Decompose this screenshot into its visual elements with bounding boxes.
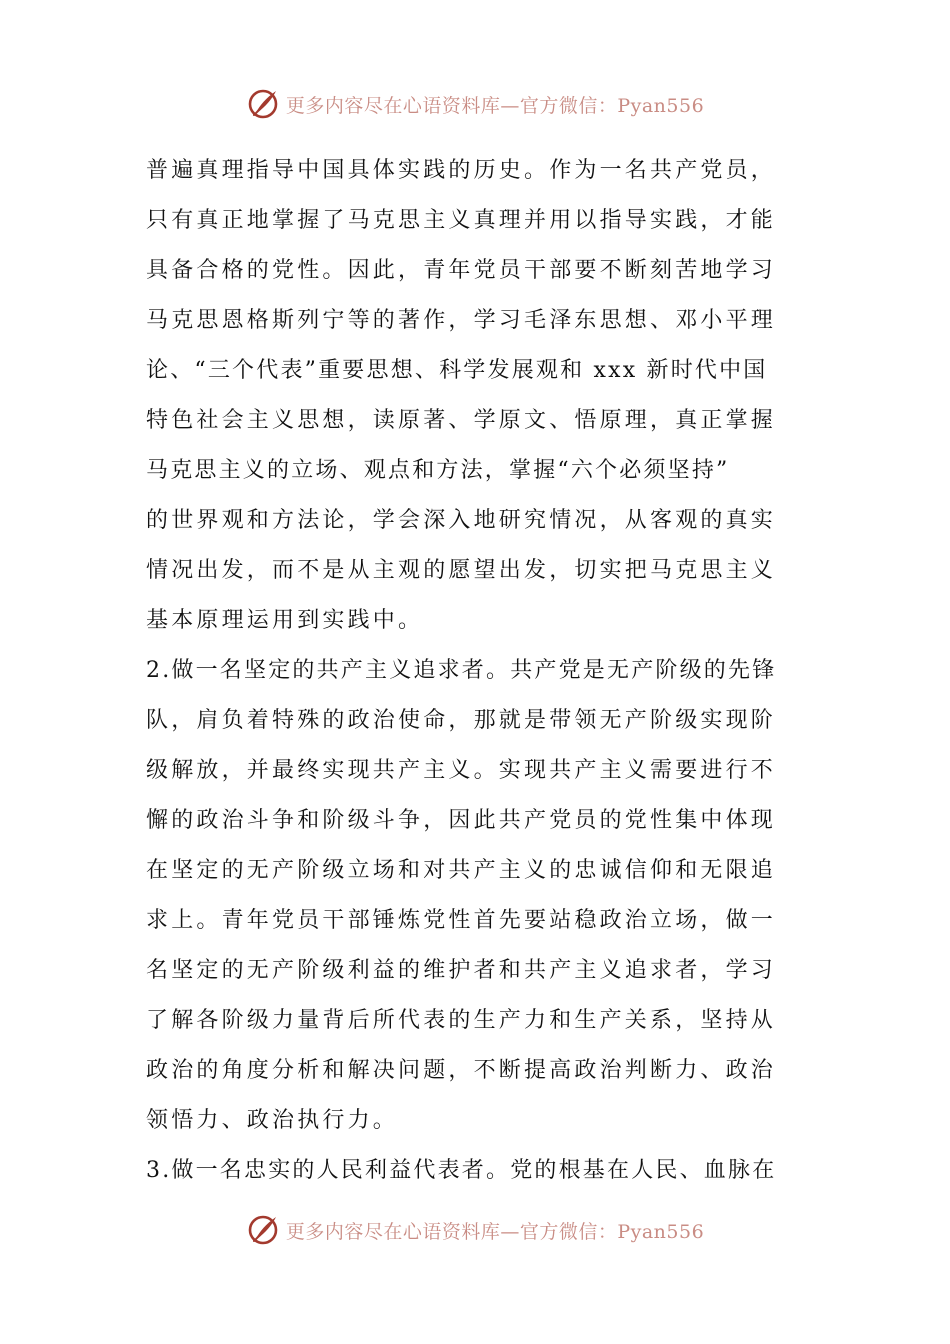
body-line: 领悟力、政治执行力。: [146, 1108, 399, 1133]
body-line: 普遍真理指导中国具体实践的历史。作为一名共产党员，: [146, 158, 777, 183]
section-heading-line: 3.做一名忠实的人民利益代表者。党的根基在人民、血脉在: [146, 1158, 777, 1183]
quill-logo-icon: [246, 1213, 280, 1247]
body-line: 懈的政治斗争和阶级斗争，因此共产党员的党性集中体现: [146, 808, 777, 833]
body-line: 队，肩负着特殊的政治使命，那就是带领无产阶级实现阶: [146, 708, 777, 733]
footer-banner-text: 更多内容尽在心语资料库—官方微信：Pyan556: [285, 1220, 705, 1243]
footer-banner: [0, 1210, 950, 1250]
header-banner: [0, 84, 950, 124]
body-line: 具备合格的党性。因此，青年党员干部要不断刻苦地学习: [146, 258, 777, 283]
body-line: 的世界观和方法论，学会深入地研究情况，从客观的真实: [146, 508, 777, 533]
body-line: 马克思主义的立场、观点和方法，掌握“六个必须坚持”: [146, 458, 730, 483]
body-line: 名坚定的无产阶级利益的维护者和共产主义追求者，学习: [146, 958, 777, 983]
body-line: 基本原理运用到实践中。: [146, 608, 424, 633]
header-banner-text: 更多内容尽在心语资料库—官方微信：Pyan556: [285, 94, 705, 117]
body-line: 级解放，并最终实现共产主义。实现共产主义需要进行不: [146, 758, 777, 783]
body-line: 论、“三个代表”重要思想、科学发展观和 xxx 新时代中国: [146, 358, 768, 383]
body-line: 政治的角度分析和解决问题，不断提高政治判断力、政治: [146, 1058, 777, 1083]
body-line: 求上。青年党员干部锤炼党性首先要站稳政治立场，做一: [146, 908, 777, 933]
body-line: 了解各阶级力量背后所代表的生产力和生产关系，坚持从: [146, 1008, 777, 1033]
document-body: [146, 146, 806, 1196]
body-line: 情况出发，而不是从主观的愿望出发，切实把马克思主义: [146, 558, 777, 583]
body-line: 特色社会主义思想，读原著、学原文、悟原理，真正掌握: [146, 408, 777, 433]
section-heading-line: 2.做一名坚定的共产主义追求者。共产党是无产阶级的先锋: [146, 658, 777, 683]
quill-logo-icon: [246, 87, 280, 121]
body-line: 只有真正地掌握了马克思主义真理并用以指导实践，才能: [146, 208, 777, 233]
body-line: 马克思恩格斯列宁等的著作，学习毛泽东思想、邓小平理: [146, 308, 777, 333]
body-line: 在坚定的无产阶级立场和对共产主义的忠诚信仰和无限追: [146, 858, 777, 883]
